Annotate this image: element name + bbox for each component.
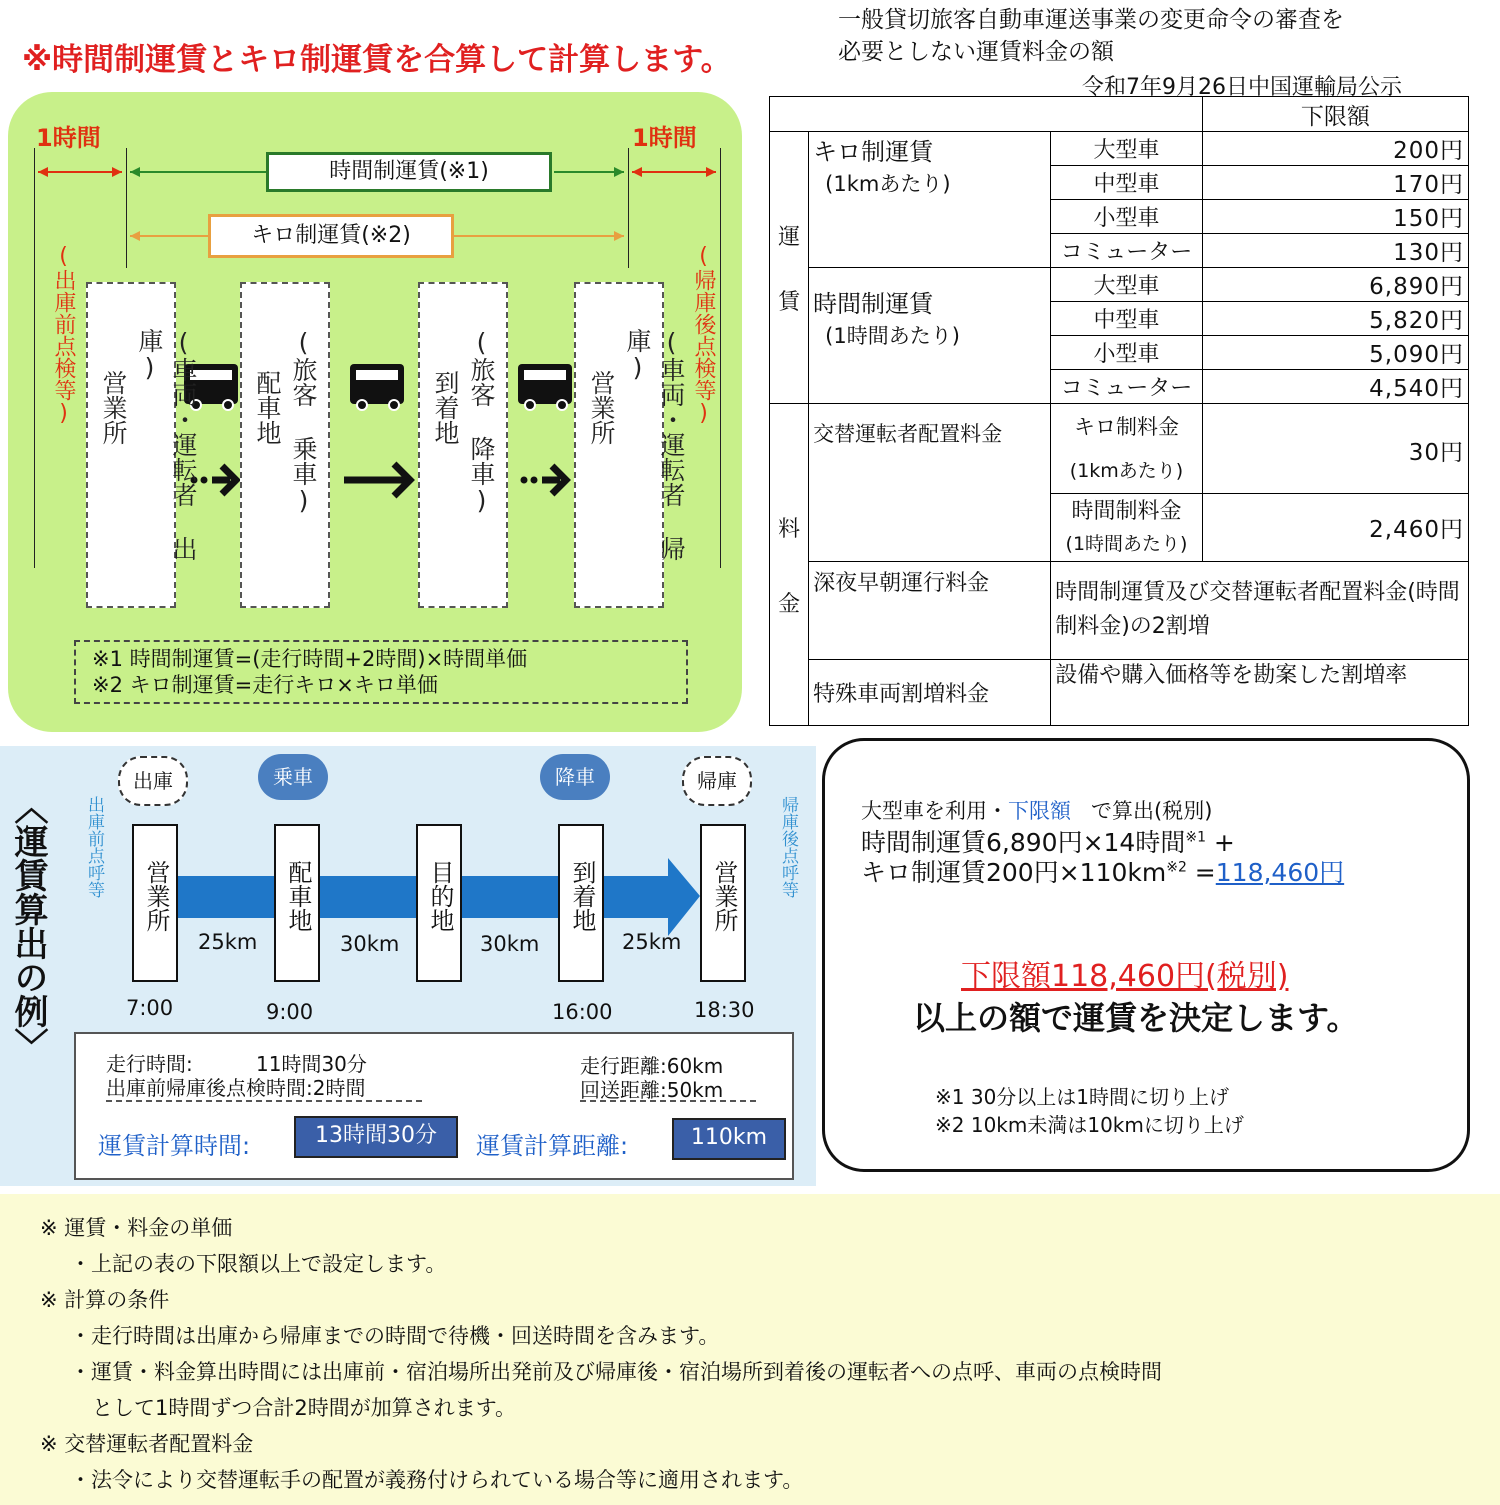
time: 18:30 [694, 998, 755, 1022]
pre-rollcall-label: 出庫前点呼等 [84, 796, 104, 898]
km-fare-label: キロ制運賃(※2) [208, 214, 454, 258]
notice-line1: 一般貸切旅客自動車運送事業の変更命令の審査を [838, 7, 1344, 33]
notice-date: 令和7年9月26日中国運輸局公示 [1082, 75, 1402, 100]
distance: 25km [198, 930, 258, 954]
fare-structure-diagram [8, 92, 742, 732]
formula-time: ※1 時間制運賃=(走行時間+2時間)×時間単価 [92, 647, 528, 671]
calc-text: キロ制運賃200円×110km [861, 858, 1167, 887]
station-name: 配車地 [253, 370, 282, 445]
calc-sup: ※2 [1166, 859, 1187, 876]
calc-basis-text: 大型車を利用・ [861, 799, 1008, 823]
amount: 4,540円 [1202, 370, 1468, 404]
rounding-note-time: ※1 30分以上は1時間に切り上げ [935, 1085, 1230, 1109]
post-return-inspection: (帰庫後点検等) [691, 244, 716, 426]
box-arrival [558, 824, 604, 982]
amount: 150円 [1202, 200, 1468, 234]
calculation-box [822, 738, 1470, 1172]
amount: 5,820円 [1202, 302, 1468, 336]
time-fare-cell [809, 268, 1051, 404]
note-item: ・運賃・料金算出時間には出庫前・宿泊場所出発前及び帰庫後・宿泊場所到着後の運転者への点呼、車両の点検時間 [70, 1360, 1162, 1384]
special-vehicle-fee: 特殊車両割増料金 [809, 660, 1051, 726]
vehicle-type: 大型車 [1051, 132, 1203, 166]
header-min-amount: 下限額 [1202, 97, 1468, 132]
note-heading: ※ 交替運転者配置料金 [40, 1432, 254, 1456]
fee-group-label [770, 404, 809, 726]
pre-departure-inspection: (出庫前点検等) [51, 244, 76, 426]
headline: ※時間制運賃とキロ制運賃を合算して計算します。 [22, 42, 732, 78]
night-fee-desc: 時間制運賃及び交替運転者配置料金(時間制料金)の2割増 [1051, 562, 1469, 660]
note-heading: ※ 運賃・料金の単価 [40, 1216, 233, 1240]
station-name: 到着地 [431, 370, 460, 445]
station-office-depart [86, 282, 198, 608]
vehicle-type: コミューター [1051, 370, 1203, 404]
calc-total: 118,460円 [1215, 858, 1345, 887]
calc-basis-text: で算出(税別) [1091, 799, 1213, 823]
calc-distance-value: 110km [672, 1118, 786, 1160]
bubble-depart: 出庫 [118, 756, 188, 806]
min-amount-result: 下限額118,460円(税別) [961, 959, 1289, 994]
fare-label-char: 運 [778, 224, 801, 250]
notice-line2: 必要としない運賃料金の額 [838, 39, 1114, 65]
calc-sup: ※1 [1185, 829, 1206, 846]
fare-example-panel [0, 746, 816, 1186]
notice-title [838, 4, 1344, 68]
relief-km-name: キロ制料金 [1074, 414, 1179, 439]
formula-km: ※2 キロ制運賃=走行キロ×キロ単価 [92, 673, 438, 697]
time-fare-name: 時間制運賃 [813, 290, 934, 318]
calc-text: + [1205, 828, 1235, 857]
notes-section [0, 1194, 1500, 1505]
calc-text: = [1186, 858, 1216, 887]
relief-time-fee [1051, 494, 1203, 562]
post-rollcall-label: 帰庫後点呼等 [778, 796, 798, 898]
fee-label-char: 金 [778, 591, 801, 617]
one-hour-right: 1時間 [632, 124, 697, 152]
bubble-board: 乗車 [258, 754, 328, 800]
station-pickup [240, 282, 330, 608]
box-destination [416, 824, 462, 982]
table-blank-header [770, 97, 1203, 132]
example-title: 〈運賃算出の例〉 [8, 790, 48, 1062]
divider [580, 1100, 756, 1102]
box-label: 目的地 [426, 860, 454, 932]
distance: 30km [480, 932, 540, 956]
vehicle-type: コミューター [1051, 234, 1203, 268]
fee-label-char: 料 [778, 516, 801, 542]
station-sub: (車両・運転者 出庫) [135, 328, 198, 561]
box-pickup [274, 824, 320, 982]
km-fare-cell [809, 132, 1051, 268]
distance: 30km [340, 932, 400, 956]
amount: 5,090円 [1202, 336, 1468, 370]
time: 16:00 [552, 1000, 613, 1024]
calc-basis-highlight: 下限額 [1008, 799, 1071, 823]
box-office-end [700, 824, 746, 982]
note-item-continued: として1時間ずつ合計2時間が加算されます。 [92, 1396, 517, 1420]
vehicle-type: 小型車 [1051, 336, 1203, 370]
distance: 25km [622, 930, 682, 954]
amount: 170円 [1202, 166, 1468, 200]
box-label: 配車地 [284, 860, 312, 932]
relief-time-amount: 2,460円 [1202, 494, 1468, 562]
km-fare-unit: (1kmあたり) [825, 172, 951, 196]
calc-time-label: 運賃計算時間: [98, 1132, 251, 1160]
return-distance: 回送距離:50km [580, 1078, 724, 1102]
station-sub: (旅客 降車) [467, 328, 496, 515]
time-fare-label: 時間制運賃(※1) [266, 152, 552, 192]
example-summary [74, 1032, 794, 1180]
note-item: ・法令により交替運転手の配置が義務付けられている場合等に適用されます。 [70, 1468, 804, 1492]
amount: 200円 [1202, 132, 1468, 166]
vehicle-type: 小型車 [1051, 200, 1203, 234]
calc-basis [861, 795, 1212, 825]
calc-time-value: 13時間30分 [294, 1116, 458, 1158]
run-distance: 走行距離:60km [580, 1054, 724, 1078]
fare-label-char: 賃 [778, 289, 801, 315]
station-name: 営業所 [587, 370, 616, 445]
time: 7:00 [126, 996, 174, 1020]
station-sub: (車両・運転者 帰庫) [623, 328, 686, 561]
box-label: 営業所 [710, 860, 738, 932]
note-item: ・上記の表の下限額以上で設定します。 [70, 1252, 447, 1276]
vehicle-type: 中型車 [1051, 302, 1203, 336]
time-fare-unit: (1時間あたり) [825, 324, 960, 348]
box-label: 到着地 [568, 860, 596, 932]
station-arrival [418, 282, 508, 608]
km-fare-name: キロ制運賃 [813, 138, 934, 166]
relief-time-unit: (1時間あたり) [1065, 532, 1188, 555]
box-office-start [132, 824, 178, 982]
vehicle-type: 大型車 [1051, 268, 1203, 302]
calc-distance-label: 運賃計算距離: [476, 1132, 629, 1160]
special-vehicle-desc: 設備や購入価格等を勘案した割増率 [1051, 660, 1469, 726]
decide-statement: 以上の額で運賃を決定します。 [913, 999, 1359, 1037]
vehicle-type: 中型車 [1051, 166, 1203, 200]
station-office-return [574, 282, 686, 608]
station-sub: (旅客 乗車) [289, 328, 318, 515]
station-name: 営業所 [99, 370, 128, 445]
divider [106, 1100, 422, 1102]
note-heading: ※ 計算の条件 [40, 1288, 170, 1312]
relief-km-unit: (1kmあたり) [1069, 459, 1184, 482]
run-time-label: 走行時間: [106, 1052, 193, 1076]
bubble-return: 帰庫 [682, 756, 752, 806]
night-fee: 深夜早朝運行料金 [809, 562, 1051, 660]
inspection-time: 出庫前帰庫後点検時間:2時間 [106, 1076, 366, 1100]
note-item: ・走行時間は出庫から帰庫までの時間で待機・回送時間を含みます。 [70, 1324, 720, 1348]
calc-km-fare [861, 853, 1344, 889]
amount: 6,890円 [1202, 268, 1468, 302]
formula-box [74, 640, 688, 704]
rate-table [769, 96, 1469, 726]
fare-group-label [770, 132, 809, 404]
calc-text: 時間制運賃6,890円×14時間 [861, 828, 1186, 857]
rounding-note-distance: ※2 10km未満は10kmに切り上げ [935, 1113, 1244, 1137]
time: 9:00 [266, 1000, 314, 1024]
relief-driver-fee: 交替運転者配置料金 [809, 404, 1051, 562]
one-hour-left: 1時間 [36, 124, 101, 152]
relief-time-name: 時間制料金 [1071, 498, 1182, 524]
amount: 130円 [1202, 234, 1468, 268]
run-time: 11時間30分 [256, 1052, 367, 1076]
relief-km-amount: 30円 [1202, 404, 1468, 494]
relief-km-fee [1051, 404, 1203, 494]
bubble-alight: 降車 [540, 754, 610, 800]
box-label: 営業所 [142, 860, 170, 932]
